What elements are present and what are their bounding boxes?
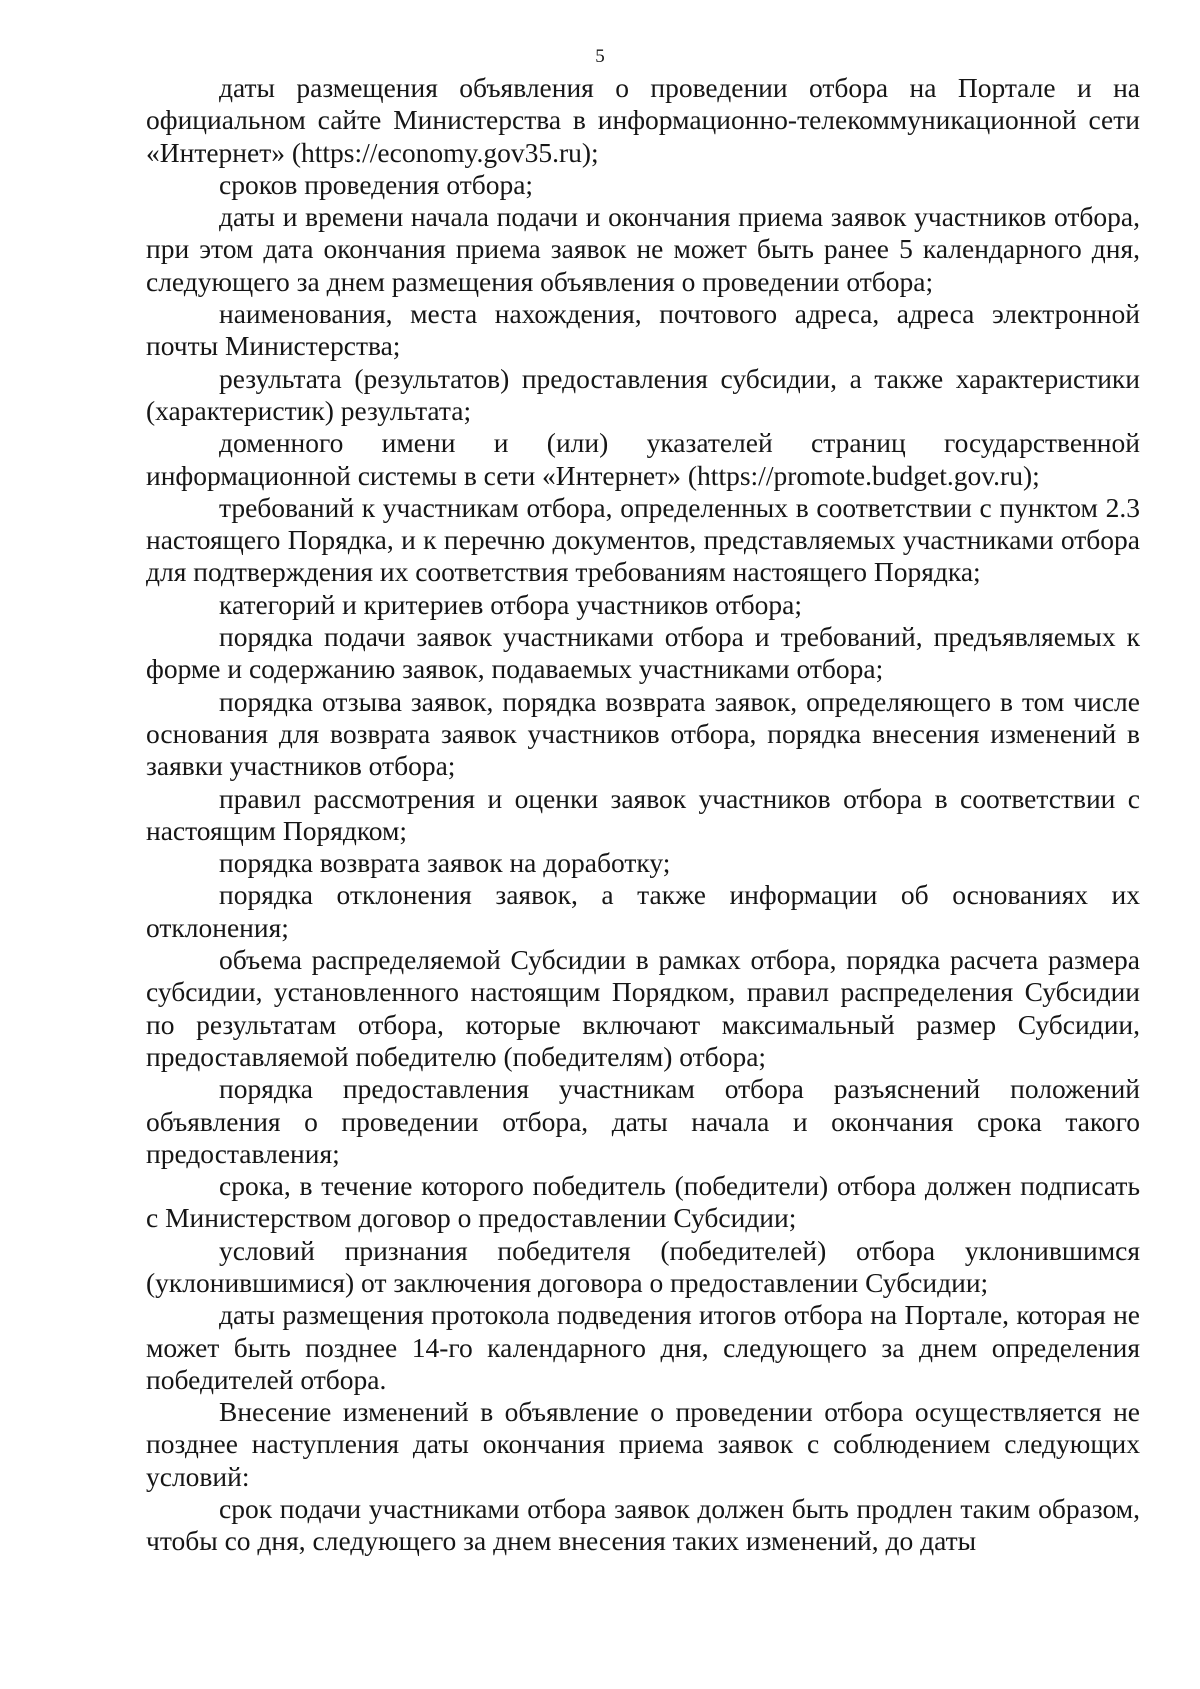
paragraph: объема распределяемой Субсидии в рамках отбора, порядка расчета размера субсидии, установленного настоящим Порядком, правил распределения Субсидии по результатам отбора, которые включают максимальный размер Субсидии, предоставляемой победителю (победителям) отбора; [146, 944, 1140, 1072]
paragraph: наименования, места нахождения, почтового адреса, адреса электронной почты Министерства; [146, 298, 1140, 362]
paragraph: даты и времени начала подачи и окончания приема заявок участников отбора, при этом дата окончания приема заявок не может быть ранее 5 календарного дня, следующего за днем размещения объявления о проведении отбора; [146, 201, 1140, 297]
paragraph: сроков проведения отбора; [219, 168, 534, 200]
paragraph: доменного имени и (или) указателей страниц государственной информационной системы в сети «Интернет» (https://promote.budget.gov.ru); [146, 427, 1140, 491]
paragraph: правил рассмотрения и оценки заявок участников отбора в соответствии с настоящим Порядком; [146, 782, 1140, 846]
paragraph: порядка возврата заявок на доработку; [219, 847, 671, 879]
paragraph: даты размещения объявления о проведении отбора на Портале и на официальном сайте Министерства в информационно-телекоммуникационной сети «Интернет» (https://economy.gov35.ru); [146, 72, 1140, 168]
paragraph: требований к участникам отбора, определенных в соответствии с пунктом 2.3 настоящего Порядка, и к перечню документов, представляемых участниками отбора для подтверждения их соответствия требованиям настоящего Порядка; [146, 491, 1140, 588]
paragraph: результата (результатов) предоставления субсидии, а также характеристики (характеристик) результата; [146, 362, 1140, 426]
page-number: 5 [595, 46, 605, 67]
paragraph: порядка отклонения заявок, а также информации об основаниях их отклонения; [146, 879, 1140, 943]
document-body [146, 72, 1140, 1558]
paragraph: порядка подачи заявок участниками отбора и требований, предъявляемых к форме и содержанию заявок, подаваемых участниками отбора; [146, 621, 1140, 685]
paragraph: Внесение изменений в объявление о проведении отбора осуществляется не позднее наступления даты окончания приема заявок с соблюдением следующих условий: [146, 1396, 1140, 1492]
paragraph: срока, в течение которого победитель (победители) отбора должен подписать с Министерством договор о предоставлении Субсидии; [146, 1170, 1140, 1234]
paragraph: срок подачи участниками отбора заявок должен быть продлен таким образом, чтобы со дня, следующего за днем внесения таких изменений, до даты [146, 1493, 1140, 1557]
paragraph: категорий и критериев отбора участников отбора; [219, 588, 802, 620]
paragraph: даты размещения протокола подведения итогов отбора на Портале, которая не может быть позднее 14-го календарного дня, следующего за днем определения победителей отбора. [146, 1299, 1140, 1395]
paragraph: порядка предоставления участникам отбора разъяснений положений объявления о проведении отбора, даты начала и окончания срока такого предоставления; [146, 1073, 1140, 1169]
paragraph: условий признания победителя (победителей) отбора уклонившимся (уклонившимися) от заключения договора о предоставлении Субсидии; [146, 1234, 1140, 1298]
paragraph: порядка отзыва заявок, порядка возврата заявок, определяющего в том числе основания для возврата заявок участников отбора, порядка внесения изменений в заявки участников отбора; [146, 685, 1140, 782]
